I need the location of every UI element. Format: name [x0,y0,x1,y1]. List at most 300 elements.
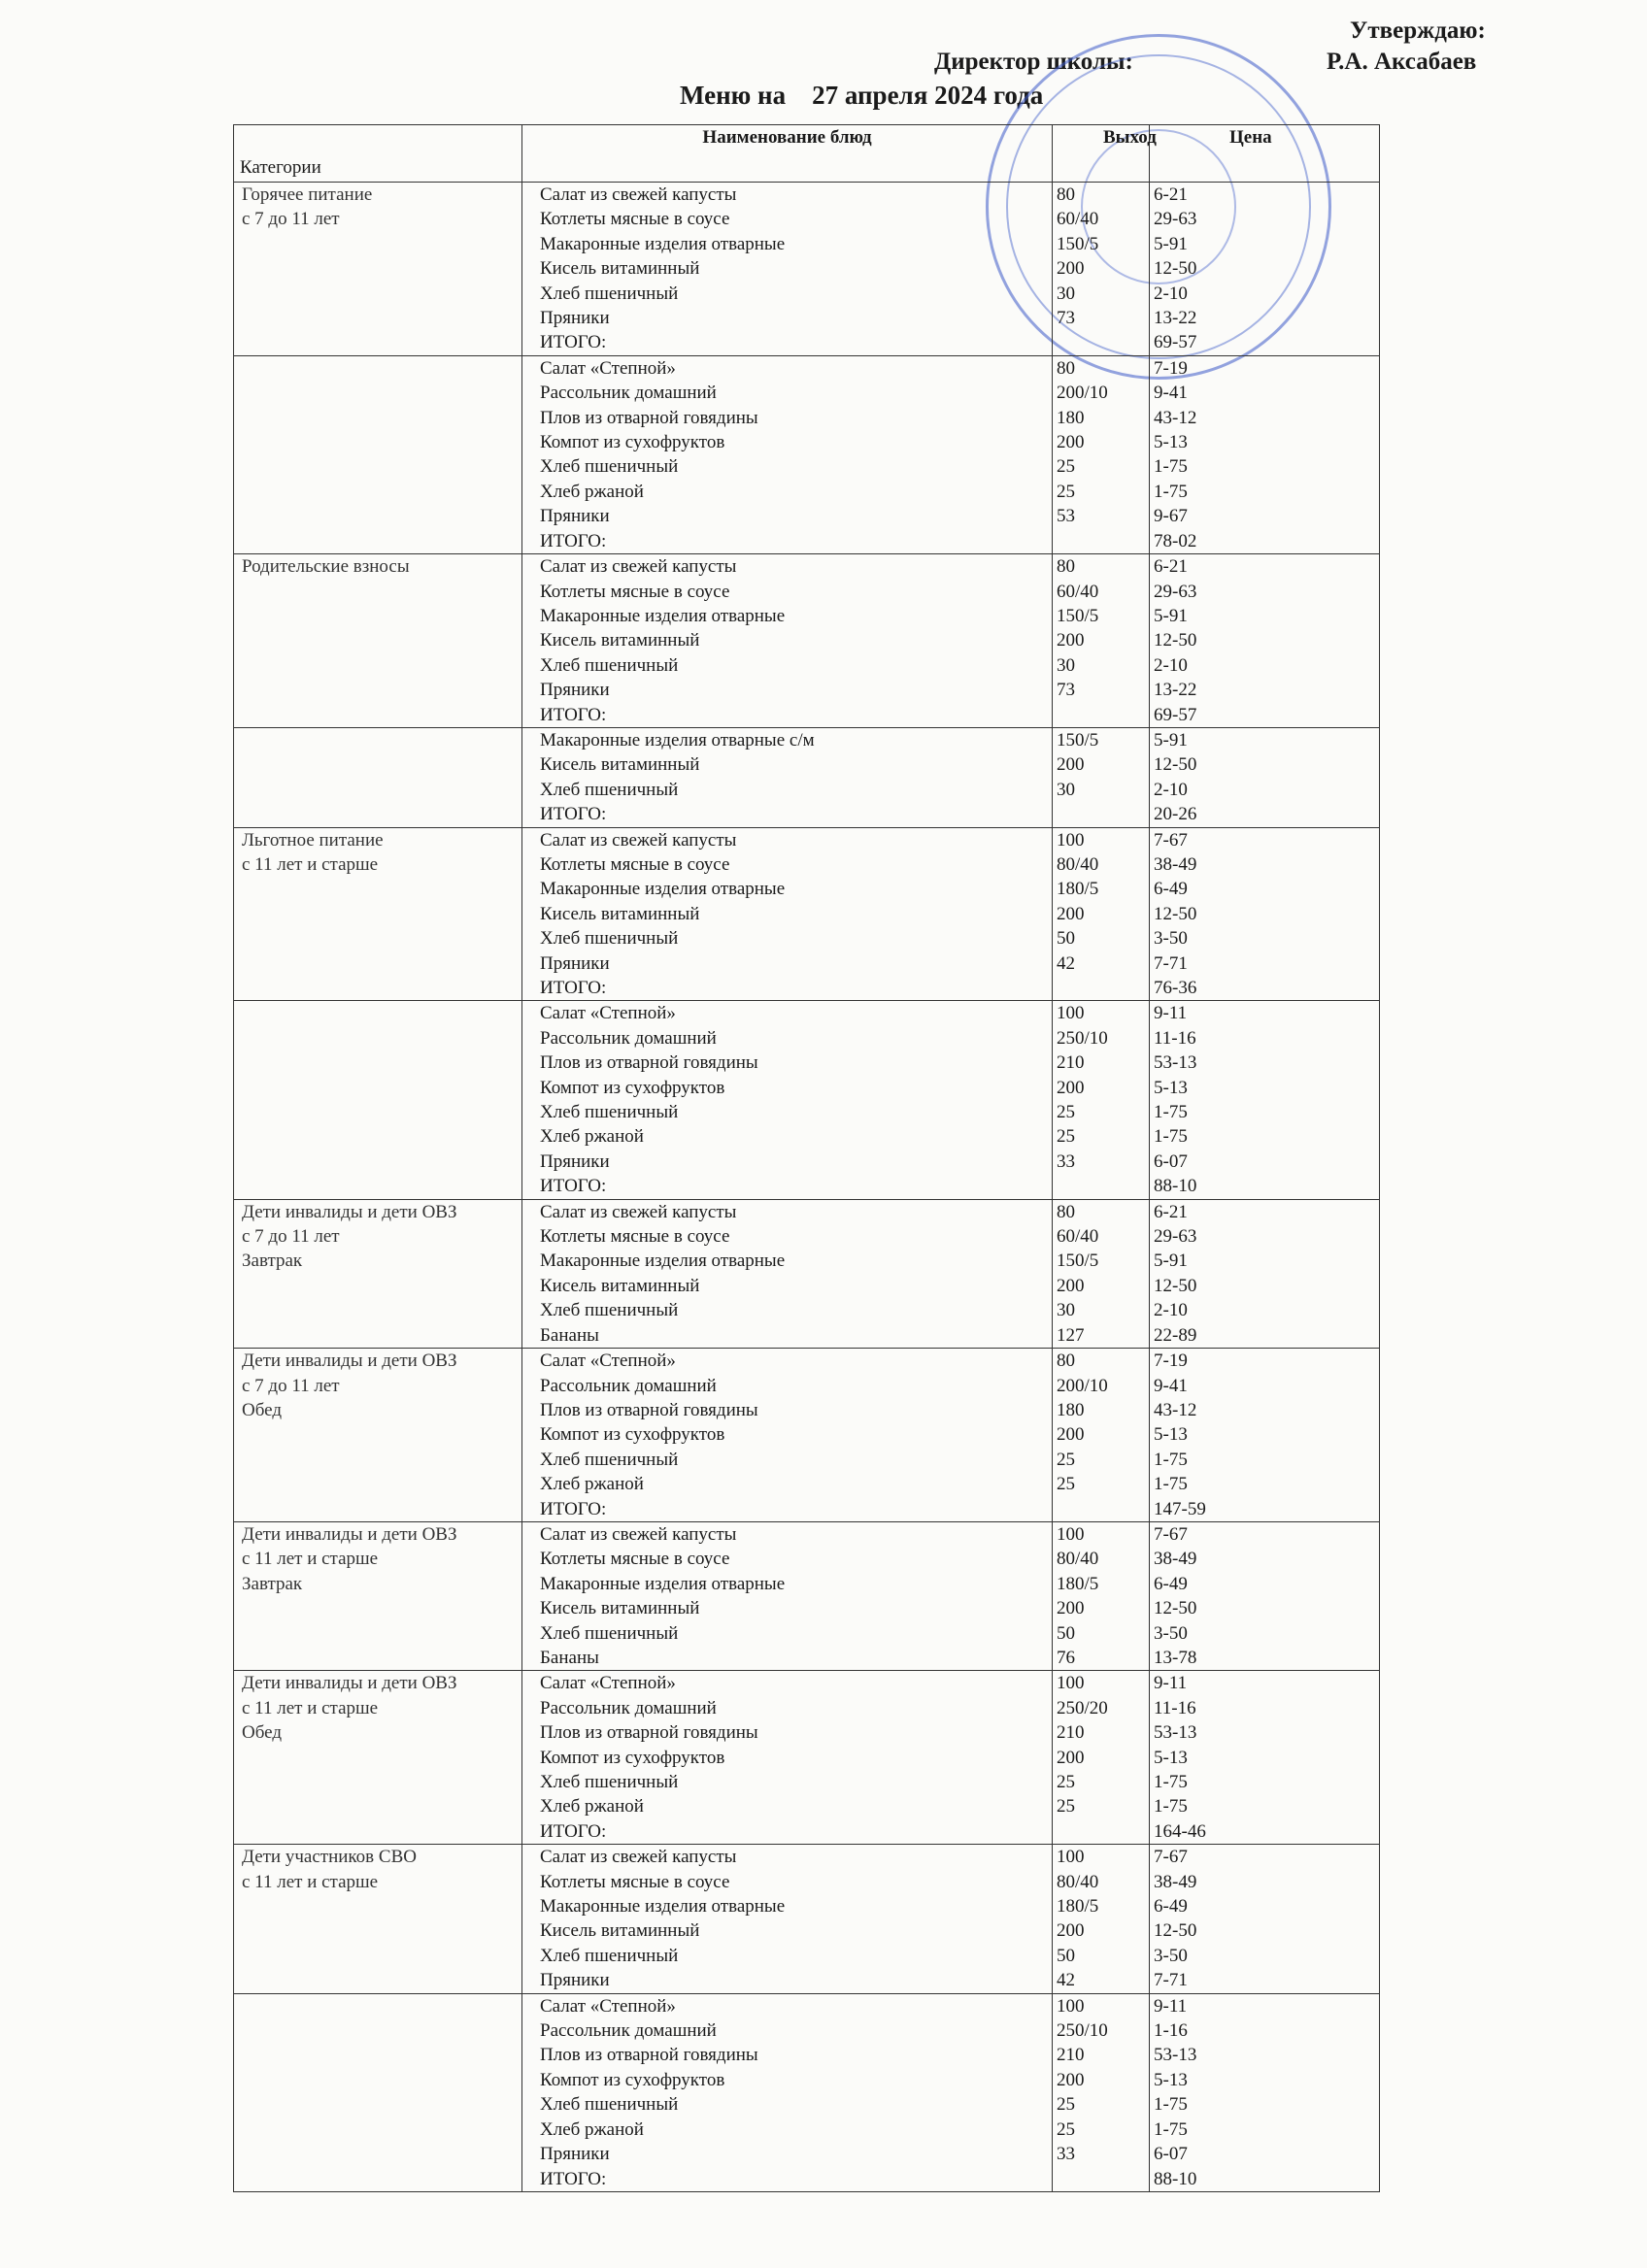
dish-price: 43-12 [1154,407,1197,428]
dish-name: Рассольник домашний [540,2020,717,2042]
dish-output [1057,976,1143,1000]
dish-name: Бананы [540,1324,599,1346]
dish-name: Котлеты мясные в соусе [540,1226,730,1248]
cell-cat [234,1521,522,1670]
dish-output: 25 [1057,481,1075,502]
dish-price: 2-10 [1154,283,1188,304]
cell-out [1053,554,1150,728]
dish-output: 200 [1057,1747,1085,1768]
dish-output: 73 [1057,680,1075,701]
dish-output: 180/5 [1057,1573,1099,1594]
dish-output: 25 [1057,1126,1075,1148]
table-row [234,183,1380,356]
cell-price [1150,727,1380,827]
dish-name: Хлеб пшеничный [540,1945,679,1966]
dish-name: Котлеты мясные в соусе [540,1871,730,1892]
dish-price: 3-50 [1154,928,1188,950]
dish-output: 180 [1057,1399,1085,1420]
dish-price: 6-49 [1154,879,1188,900]
dish-price: 22-89 [1154,1324,1197,1346]
dish-name: ИТОГО: [540,704,607,725]
cell-dishes [522,1671,1053,1845]
dish-price: 5-13 [1154,1747,1188,1768]
dish-name: Хлеб ржаной [540,2118,644,2140]
dish-name: Плов из отварной говядины [540,1722,758,1744]
dish-output: 80 [1057,1351,1075,1372]
table-row [234,554,1380,728]
dish-name: Хлеб пшеничный [540,1449,679,1470]
dish-output: 25 [1057,1102,1075,1123]
dish-name: Пряники [540,506,610,527]
dish-price: 9-11 [1154,1995,1188,2017]
cell-dishes [522,1845,1053,1993]
cell-out [1053,355,1150,553]
dish-output: 200 [1057,432,1085,453]
dish-output: 42 [1057,1970,1075,1991]
cell-out [1053,1845,1150,1993]
category-line: Горячее питание [242,184,373,205]
dish-price: 88-10 [1154,2168,1197,2189]
dish-name: Макаронные изделия отварные [540,1573,786,1594]
dish-price: 13-78 [1154,1647,1197,1668]
header-price: Цена [1150,125,1380,183]
dish-name: Плов из отварной говядины [540,1399,758,1420]
dish-price: 1-75 [1154,456,1188,478]
dish-price: 147-59 [1154,1498,1206,1519]
table-row [234,1521,1380,1670]
dish-price: 1-16 [1154,2020,1188,2042]
dish-price: 12-50 [1154,1598,1197,1619]
dish-price: 5-91 [1154,1251,1188,1272]
cell-price [1150,554,1380,728]
dish-price: 29-63 [1154,581,1197,602]
dish-price: 6-21 [1154,556,1188,578]
cell-cat [234,554,522,728]
dish-price: 1-75 [1154,1126,1188,1148]
dish-name: Салат из свежей капусты [540,184,737,205]
table-row [234,1993,1380,2191]
page-header [0,0,1647,117]
dish-name: Салат «Степной» [540,357,676,379]
dish-name: Салат «Степной» [540,1995,676,2017]
dish-output: 250/10 [1057,1027,1108,1049]
dish-price: 53-13 [1154,1052,1197,1074]
dish-output: 80/40 [1057,1549,1099,1570]
dish-name: Кисель витаминный [540,1275,700,1296]
dish-name: Компот из сухофруктов [540,432,725,453]
dish-price: 11-16 [1154,1027,1196,1049]
dish-name: ИТОГО: [540,332,607,353]
dish-name: ИТОГО: [540,978,607,998]
dish-name: ИТОГО: [540,2168,607,2189]
dish-price: 9-41 [1154,1375,1188,1396]
dish-name: Салат «Степной» [540,1673,676,1694]
dish-output: 100 [1057,829,1085,850]
dish-price: 9-67 [1154,506,1188,527]
dish-output: 50 [1057,1945,1075,1966]
dish-output: 25 [1057,1772,1075,1792]
dish-output: 25 [1057,1474,1075,1495]
dish-output: 150/5 [1057,729,1099,750]
dish-price: 11-16 [1154,1697,1196,1718]
dish-price: 20-26 [1154,804,1197,825]
category-line: с 11 лет и старше [242,1549,379,1570]
dish-price: 13-22 [1154,308,1197,329]
cell-out [1053,727,1150,827]
cell-out [1053,1671,1150,1845]
cell-out [1053,1199,1150,1348]
dish-name: Хлеб ржаной [540,1796,644,1818]
dish-price: 6-21 [1154,1201,1188,1222]
dish-output [1057,1497,1143,1521]
dish-price: 6-21 [1154,184,1188,205]
category-line: Дети инвалиды и дети ОВЗ [242,1201,457,1222]
dish-output: 50 [1057,928,1075,950]
dish-name: Пряники [540,308,610,329]
table-row [234,1349,1380,1522]
dish-output: 250/20 [1057,1697,1108,1718]
dish-name: Макаронные изделия отварные с/м [540,729,815,750]
dish-name: Салат «Степной» [540,1003,676,1024]
category-line: Дети инвалиды и дети ОВЗ [242,1673,457,1694]
cell-price [1150,355,1380,553]
category-line: Обед [242,1722,282,1744]
dish-price: 5-91 [1154,233,1188,254]
dish-name: Кисель витаминный [540,754,700,776]
dish-price: 7-71 [1154,1970,1188,1991]
director-name: Р.А. Аксабаев [1327,49,1477,75]
menu-table-body [234,183,1380,2192]
cell-dishes [522,1521,1053,1670]
table-row [234,1199,1380,1348]
dish-name: Пряники [540,680,610,701]
dish-price: 1-75 [1154,481,1188,502]
dish-output [1057,1174,1143,1198]
dish-price: 43-12 [1154,1399,1197,1420]
category-line: Завтрак [242,1573,303,1594]
dish-price: 6-07 [1154,2144,1188,2165]
dish-price: 88-10 [1154,1176,1197,1197]
dish-name: ИТОГО: [540,1176,607,1197]
dish-output: 100 [1057,1523,1085,1545]
dish-name: Компот из сухофруктов [540,1747,725,1768]
dish-price: 1-75 [1154,1102,1188,1123]
dish-price: 7-19 [1154,357,1188,379]
cell-cat [234,727,522,827]
dish-output: 200 [1057,754,1085,776]
dish-price: 53-13 [1154,2045,1197,2066]
dish-price: 164-46 [1154,1820,1206,1842]
category-line: Дети инвалиды и дети ОВЗ [242,1523,457,1545]
dish-price: 7-67 [1154,1847,1188,1868]
dish-price: 6-07 [1154,1151,1188,1172]
dish-output: 150/5 [1057,233,1099,254]
cell-dishes [522,1349,1053,1522]
dish-name: Кисель витаминный [540,1598,700,1619]
dish-name: Салат из свежей капусты [540,829,737,850]
dish-price: 7-67 [1154,1523,1188,1545]
dish-name: Хлеб пшеничный [540,283,679,304]
dish-output: 30 [1057,283,1075,304]
category-line: Завтрак [242,1251,303,1272]
dish-output: 80 [1057,556,1075,578]
dish-output: 42 [1057,952,1075,974]
dish-output: 25 [1057,1796,1075,1818]
cell-cat [234,1001,522,1199]
cell-dishes [522,1199,1053,1348]
dish-output: 200/10 [1057,1375,1108,1396]
dish-price: 12-50 [1154,903,1197,924]
dish-output: 200 [1057,1077,1085,1098]
table-row [234,827,1380,1001]
dish-name: Компот из сухофруктов [540,2069,725,2090]
dish-name: Рассольник домашний [540,1027,717,1049]
category-line: Дети участников СВО [242,1847,417,1868]
dish-price: 2-10 [1154,1300,1188,1321]
dish-output: 33 [1057,1151,1075,1172]
dish-name: Макаронные изделия отварные [540,879,786,900]
dish-name: Хлеб пшеничный [540,1102,679,1123]
dish-price: 7-67 [1154,829,1188,850]
dish-output: 200 [1057,1275,1085,1296]
cell-price [1150,183,1380,356]
cell-out [1053,1993,1150,2191]
cell-cat [234,183,522,356]
cell-out [1053,183,1150,356]
cell-out [1053,1001,1150,1199]
category-line: с 7 до 11 лет [242,1226,340,1248]
table-header-row [234,125,1380,183]
director-label: Директор школы: [934,49,1133,75]
table-row [234,355,1380,553]
category-line: с 11 лет и старше [242,853,379,875]
dish-output: 127 [1057,1324,1085,1346]
dish-output: 80 [1057,1201,1075,1222]
dish-price: 12-50 [1154,1275,1197,1296]
cell-dishes [522,554,1053,728]
dish-name: Макаронные изделия отварные [540,233,786,254]
dish-name: Хлеб пшеничный [540,928,679,950]
dish-price: 1-75 [1154,1772,1188,1792]
dish-name: Рассольник домашний [540,1375,717,1396]
dish-name: Хлеб ржаной [540,1474,644,1495]
category-line: с 11 лет и старше [242,1871,379,1892]
dish-output [1057,2167,1143,2191]
dish-name: ИТОГО: [540,1498,607,1519]
dish-price: 6-49 [1154,1573,1188,1594]
dish-output: 200 [1057,1920,1085,1942]
menu-table [233,124,1380,2192]
dish-name: Котлеты мясные в соусе [540,1549,730,1570]
dish-name: Хлеб пшеничный [540,654,679,676]
dish-output: 210 [1057,1052,1085,1074]
dish-price: 1-75 [1154,1796,1188,1818]
dish-output: 80 [1057,357,1075,379]
dish-price: 1-75 [1154,1449,1188,1470]
dish-name: Компот из сухофруктов [540,1424,725,1446]
cell-cat [234,1993,522,2191]
dish-name: Хлеб пшеничный [540,1300,679,1321]
dish-output [1057,703,1143,727]
dish-price: 7-71 [1154,952,1188,974]
cell-cat [234,1671,522,1845]
dish-name: Плов из отварной говядины [540,1052,758,1074]
dish-price: 6-49 [1154,1896,1188,1918]
header-category: Категории [234,125,522,183]
dish-name: Пряники [540,1970,610,1991]
cell-out [1053,1521,1150,1670]
dish-name: Макаронные изделия отварные [540,605,786,626]
dish-name: Хлеб пшеничный [540,1622,679,1644]
dish-name: ИТОГО: [540,804,607,825]
dish-price: 9-41 [1154,383,1188,404]
dish-name: Бананы [540,1647,599,1668]
dish-output: 33 [1057,2144,1075,2165]
dish-name: Плов из отварной говядины [540,407,758,428]
dish-name: Салат из свежей капусты [540,1523,737,1545]
dish-name: Салат из свежей капусты [540,1201,737,1222]
dish-price: 12-50 [1154,258,1197,280]
table-row [234,1845,1380,1993]
dish-price: 5-91 [1154,729,1188,750]
header-output: Выход [1053,125,1150,183]
category-line: Родительские взносы [242,556,410,578]
cell-out [1053,827,1150,1001]
table-row [234,1001,1380,1199]
dish-price: 5-13 [1154,1424,1188,1446]
dish-price: 9-11 [1154,1673,1188,1694]
dish-price: 5-13 [1154,1077,1188,1098]
dish-name: Кисель витаминный [540,630,700,651]
dish-output: 200/10 [1057,383,1108,404]
dish-output: 73 [1057,308,1075,329]
cell-dishes [522,827,1053,1001]
dish-name: Хлеб пшеничный [540,2094,679,2116]
dish-price: 12-50 [1154,630,1197,651]
dish-output: 100 [1057,1847,1085,1868]
dish-name: Котлеты мясные в соусе [540,853,730,875]
dish-name: Салат из свежей капусты [540,556,737,578]
dish-name: Рассольник домашний [540,1697,717,1718]
cell-price [1150,1349,1380,1522]
cell-price [1150,1671,1380,1845]
dish-price: 2-10 [1154,654,1188,676]
dish-output: 200 [1057,903,1085,924]
cell-price [1150,1001,1380,1199]
cell-cat [234,1349,522,1522]
dish-price: 1-75 [1154,2118,1188,2140]
dish-output [1057,802,1143,826]
cell-price [1150,1993,1380,2191]
dish-name: Хлеб пшеничный [540,456,679,478]
table-row [234,1671,1380,1845]
dish-output: 100 [1057,1995,1085,2017]
dish-output: 250/10 [1057,2020,1108,2042]
cell-price [1150,827,1380,1001]
dish-price: 76-36 [1154,978,1197,998]
dish-output: 60/40 [1057,581,1099,602]
dish-output: 30 [1057,654,1075,676]
dish-price: 2-10 [1154,779,1188,800]
cell-dishes [522,183,1053,356]
dish-output: 76 [1057,1647,1075,1668]
dish-output [1057,1819,1143,1844]
dish-output: 25 [1057,1449,1075,1470]
cell-out [1053,1349,1150,1522]
dish-name: Макаронные изделия отварные [540,1251,786,1272]
table-row [234,727,1380,827]
dish-output: 100 [1057,1003,1085,1024]
dish-price: 5-13 [1154,432,1188,453]
dish-output: 200 [1057,630,1085,651]
dish-output: 150/5 [1057,1251,1099,1272]
dish-output: 30 [1057,1300,1075,1321]
dish-name: Рассольник домашний [540,383,717,404]
dish-output: 200 [1057,1598,1085,1619]
dish-output: 60/40 [1057,1226,1099,1248]
dish-name: ИТОГО: [540,1820,607,1842]
dish-name: Кисель витаминный [540,1920,700,1942]
dish-price: 12-50 [1154,1920,1197,1942]
dish-price: 29-63 [1154,209,1197,230]
dish-price: 29-63 [1154,1226,1197,1248]
dish-name: Хлеб пшеничный [540,1772,679,1792]
dish-output: 80/40 [1057,1871,1099,1892]
category-line: с 7 до 11 лет [242,209,340,230]
dish-output: 80 [1057,184,1075,205]
category-line: Обед [242,1399,282,1420]
dish-output: 210 [1057,1722,1085,1744]
dish-name: Котлеты мясные в соусе [540,209,730,230]
dish-name: Макаронные изделия отварные [540,1896,786,1918]
cell-dishes [522,1001,1053,1199]
dish-price: 1-75 [1154,2094,1188,2116]
dish-price: 69-57 [1154,704,1197,725]
dish-price: 9-11 [1154,1003,1188,1024]
category-line: с 11 лет и старше [242,1697,379,1718]
cell-dishes [522,355,1053,553]
cell-cat [234,355,522,553]
dish-price: 13-22 [1154,680,1197,701]
dish-price: 1-75 [1154,1474,1188,1495]
dish-price: 38-49 [1154,853,1197,875]
dish-output: 30 [1057,779,1075,800]
dish-output [1057,529,1143,553]
dish-output: 180 [1057,407,1085,428]
cell-price [1150,1521,1380,1670]
dish-output: 210 [1057,2045,1085,2066]
dish-output: 180/5 [1057,1896,1099,1918]
cell-cat [234,827,522,1001]
dish-name: Кисель витаминный [540,903,700,924]
dish-price: 78-02 [1154,530,1197,551]
dish-output: 53 [1057,506,1075,527]
cell-price [1150,1845,1380,1993]
dish-output: 200 [1057,258,1085,280]
dish-price: 3-50 [1154,1622,1188,1644]
dish-price: 53-13 [1154,1722,1197,1744]
category-line: Льготное питание [242,829,384,850]
category-line: Дети инвалиды и дети ОВЗ [242,1351,457,1372]
dish-name: Хлеб пшеничный [540,779,679,800]
dish-output: 180/5 [1057,879,1099,900]
dish-name: Плов из отварной говядины [540,2045,758,2066]
dish-output [1057,330,1143,354]
dish-price: 3-50 [1154,1945,1188,1966]
dish-output: 200 [1057,2069,1085,2090]
approve-label: Утверждаю: [1350,17,1486,44]
dish-name: Пряники [540,1151,610,1172]
